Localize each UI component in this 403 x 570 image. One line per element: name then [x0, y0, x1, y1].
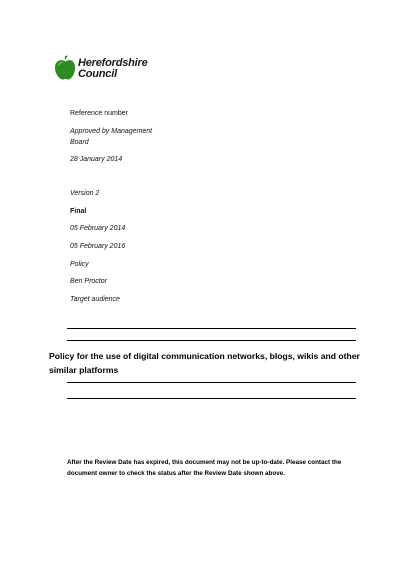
review-notice: After the Review Date has expired, this document may not be up-to-date. Please contact the document owner to check the status after the Review Date shown above.: [67, 459, 342, 477]
council-logo: [54, 55, 174, 83]
document-owner: Ben Proctor: [70, 278, 107, 285]
council-name-line2: Council: [78, 68, 117, 80]
council-name: [78, 58, 148, 80]
divider-rule: [67, 328, 356, 329]
divider-rule: [67, 340, 356, 341]
divider-rule: [67, 382, 356, 383]
divider-rule: [67, 398, 356, 399]
target-audience: Target audience: [70, 296, 120, 303]
apple-icon: [54, 55, 76, 81]
issue-date: 05 February 2014: [70, 225, 126, 232]
document-type: Policy: [70, 261, 89, 268]
review-date: 05 February 2016: [70, 243, 126, 250]
approved-by-line2: Board: [70, 139, 89, 146]
approval-date: 28 January 2014: [70, 156, 123, 163]
approved-by-line1: Approved by Management: [70, 128, 153, 135]
council-name-line1: Herefordshire: [78, 57, 148, 69]
document-status: Final: [70, 208, 87, 215]
policy-title: Policy for the use of digital communication networks, blogs, wikis and other similar platforms: [49, 351, 360, 375]
version: Version 2: [70, 190, 100, 197]
reference-number: Reference number: [70, 110, 128, 117]
